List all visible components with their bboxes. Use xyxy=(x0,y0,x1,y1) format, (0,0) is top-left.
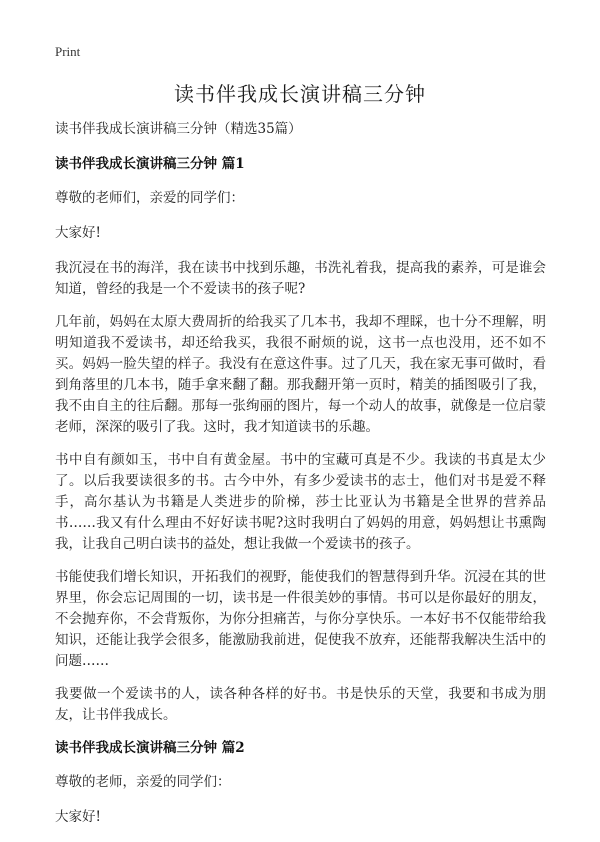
body-paragraph: 书能使我们增长知识，开拓我们的视野，能使我们的智慧得到升华。沉浸在其的世界里，你会忘记周围的一切，读书是一件很美妙的事情。书可以是你最好的朋友，不会抛弃你，不会背叛你，为你分担痛苦，与你分享快乐。一本好书不仅能带给我知识，还能让我学会很多，能激励我前进，促使我不放弃，还能帮我解决生活中的问题…… xyxy=(55,569,546,669)
salutation-paragraph: 尊敬的老师，亲爱的同学们： xyxy=(55,774,231,790)
salutation-paragraph: 尊敬的老师们，亲爱的同学们： xyxy=(55,190,244,206)
section-heading-2: 读书伴我成长演讲稿三分钟 篇2 xyxy=(55,740,245,756)
section-heading-1: 读书伴我成长演讲稿三分钟 篇1 xyxy=(55,156,245,172)
greeting-paragraph: 大家好! xyxy=(55,809,101,825)
print-link[interactable]: Print xyxy=(55,44,81,59)
document-body xyxy=(55,119,546,842)
body-paragraph: 我沉浸在书的海洋，我在读书中找到乐趣，书洗礼着我，提高我的素养，可是谁会知道，曾经的我是一个不爱读书的孩子呢? xyxy=(55,260,546,297)
document-subtitle: 读书伴我成长演讲稿三分钟（精选35篇） xyxy=(55,121,302,137)
greeting-paragraph: 大家好! xyxy=(55,225,101,241)
page-title: 读书伴我成长演讲稿三分钟 xyxy=(174,82,426,106)
body-paragraph: 我要做一个爱读书的人，读各种各样的好书。书是快乐的天堂，我要和书成为朋友，让书伴我成长。 xyxy=(55,686,546,723)
body-paragraph: 几年前，妈妈在太原大费周折的给我买了几本书，我却不理睬，也十分不理解，明明知道我不爱读书，却还给我买，我很不耐烦的说，这书一点也没用，还不如不买。妈妈一脸失望的样子。我没有在意这件事。过了几天，我在家无事可做时，看到角落里的几本书，随手拿来翻了翻。那我翻开第一页时，精美的插图吸引了我，我不由自主的往后翻。那每一张绚丽的图片，每一个动人的故事，就像是一位启蒙老师，深深的吸引了我。这时，我才知道读书的乐趣。 xyxy=(55,314,546,435)
body-paragraph: 书中自有颜如玉，书中自有黄金屋。书中的宝藏可真是不少。我读的书真是太少了。以后我要读很多的书。古今中外，有多少爱读书的志士，他们对书是爱不释手，高尔基认为书籍是人类进步的阶梯，莎士比亚认为书籍是全世界的营养品书……我又有什么理由不好好读书呢?这时我明白了妈妈的用意，妈妈想让书熏陶我，让我自己明白读书的益处，想让我做一个爱读书的孩子。 xyxy=(55,452,546,552)
